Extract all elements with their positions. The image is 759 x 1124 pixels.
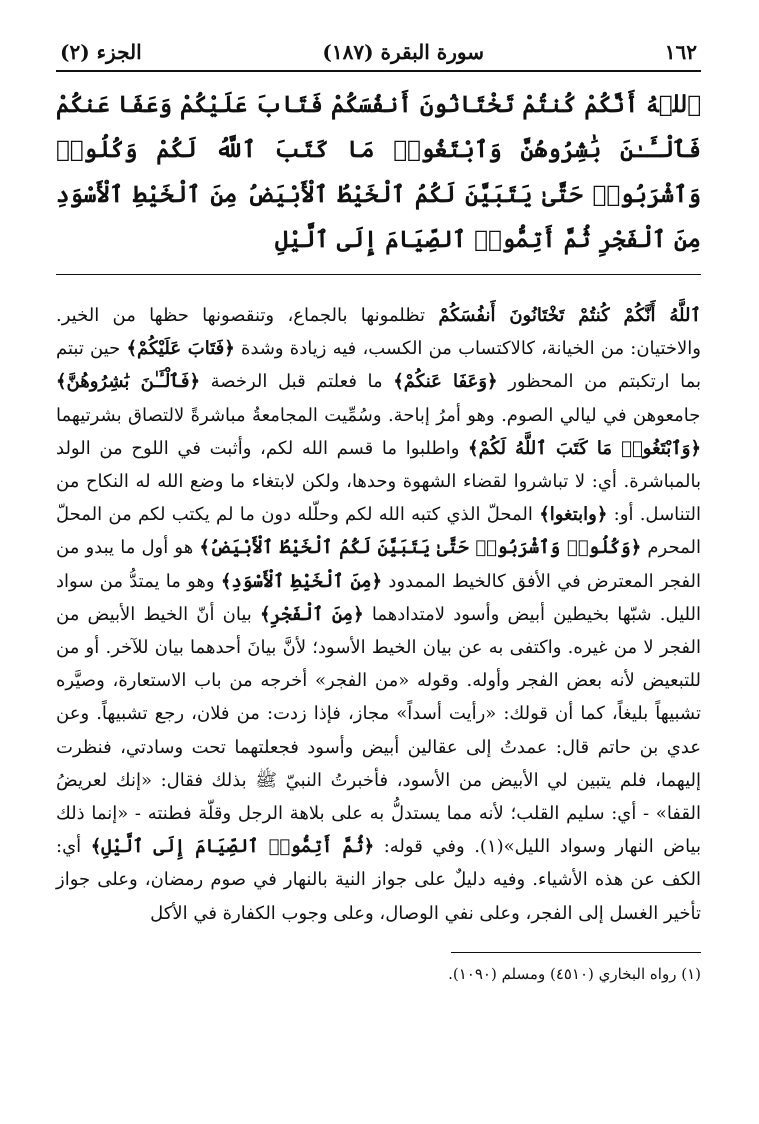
quran-quote: ﴿ثُمَّ أَتِمُّوا۟ ٱلصِّيَامَ إِلَى ٱلَّيْلِ﴾ [90, 836, 375, 858]
commentary-text: واطلبوا ما قسم الله لكم، وأثبت في اللوح من الولد بالمباشرة. أي: لا تباشروا لقضاء الشهوة وحدها، ولكن لابتغاء ما وضع الله له النكاح من التناسل. أو: [56, 437, 701, 526]
quran-quote: ﴿فَتَابَ عَلَيْكُمْ﴾ [126, 338, 235, 360]
verse-divider [56, 274, 701, 275]
quran-quote: ﴿وَعَفَا عَنكُمْ﴾ [393, 371, 498, 393]
quran-quote: ﴿وَٱبْتَغُوا۟ مَا كَتَبَ ٱللَّهُ لَكُمْ﴾ [468, 437, 701, 459]
quran-quote: ﴿وابتغوا﴾ [539, 504, 608, 526]
verse-text: ﭐﻟﻠﱠﻪُ أَنَّكُمْ كُنتُمْ تَخْتَانُونَ أَنفُسَكُمْ فَتَابَ عَلَيْكُمْ وَعَفَا عَنكُمْ فَٱلْـَٔـٰنَ بَٰشِرُوهُنَّ وَٱبْتَغُوا۟ مَا كَتَبَ ٱللَّهُ لَكُمْ وَكُلُوا۟ وَٱشْرَبُوا۟ حَتَّىٰ يَتَبَيَّنَ لَكُمُ ٱلْخَيْطُ ٱلْأَبْيَضُ مِنَ ٱلْخَيْطِ ٱلْأَسْوَدِ مِنَ ٱلْفَجْرِ ثُمَّ أَتِمُّوا۟ ٱلصِّيَامَ إِلَى ٱلَّيْلِ [56, 91, 701, 253]
quran-quote: ﴿فَٱلْـَٔـٰنَ بَٰشِرُوهُنَّ﴾ [56, 371, 201, 393]
commentary-text: وهو ما يمتدُّ من سواد الليل. شبّها بخيطين أبيض وأسود لامتدادهما [56, 570, 701, 625]
quran-quote: ٱللَّهُ أَنَّكُمْ كُنتُمْ تَخْتَانُونَ أَنفُسَكُمْ [438, 305, 702, 326]
quran-quote: ﴿مِنَ ٱلْخَيْطِ ٱلْأَسْوَدِ﴾ [220, 570, 383, 592]
surah-title: سورة البقرة (١٨٧) [322, 40, 485, 64]
quran-quote: ﴿مِنَ ٱلْفَجْرِ﴾ [260, 603, 364, 625]
commentary-text: أي: الكف عن هذه الأشياء. وفيه دليلٌ على جواز النية بالنهار في صوم رمضان، وعلى جواز تأخير الغسل إلى الفجر، وعلى نفي الوصال، وعلى وجوب الكفارة في الأكل [56, 836, 701, 924]
commentary-text: تظلمونها بالجماع، وتنقصونها حظها من الخير. والاختيان: من الخيانة، كالاكتساب من الكسب، فيه زيادة وشدة [56, 305, 701, 360]
commentary-text: المحلّ الذي كتبه الله لكم وحلّله دون ما لم يكتب لكم من المحلّ المحرم [56, 504, 701, 559]
commentary-text: ما فعلتم قبل الرخصة [200, 371, 394, 393]
commentary-text: حين تبتم بما ارتكبتم من المحظور [56, 338, 701, 393]
commentary-text: هو أول ما يبدو من الفجر المعترض في الأفق كالخيط الممدود [56, 537, 701, 592]
page-number: ١٦٢ [664, 40, 697, 64]
footnote: (١) رواه البخاري (٤٥١٠) ومسلم (١٠٩٠). [448, 964, 701, 983]
page-header [56, 40, 701, 72]
commentary-body [56, 287, 701, 930]
juz-label: الجزء (٢) [60, 40, 142, 64]
document-page [56, 40, 701, 985]
quran-quote: ﴿وَكُلُوا۟ وَٱشْرَبُوا۟ حَتَّىٰ يَتَبَيَّنَ لَكُمُ ٱلْخَيْطُ ٱلْأَبْيَضُ﴾ [199, 537, 642, 559]
footnote-divider [451, 952, 701, 953]
commentary-text: بيان أنّ الخيط الأبيض من الفجر لا من غيره. واكتفى به عن بيان الخيط الأسود؛ لأنَّ بيانَ أحدهما بيان للآخر. أو من للتبعيض لأنه بعض الفجر وأوله. وقوله «من الفجر» أخرجه من باب الاستعارة، وصيَّره تشبيهاً بليغاً، كما أن قولك: «رأيت أسداً» مجاز، فإذا زدت: من فلان، رجع تشبيهاً. وعن عدي بن حاتم قال: عمدتُ إلى عقالين أبيض وأسود فجعلتهما تحت وسادتي، فنظرت إليهما، فلم يتبين لي الأبيض من الأسود، فأخبرتُ النبيّ ﷺ بذلك فقال: «إنك لعريضُ القفا» - أي: سليم القلب؛ لأنه مما يستدلُّ به على بلاهة الرجل وقلّة فطنته - «إنما ذلك بياض النهار وسواد الليل»(١). وفي قوله: [56, 603, 701, 858]
commentary-text: جامعوهن في ليالي الصوم. وهو أمرُ إباحة. وسُمِّيت المجامعةُ مباشرةً لالتصاق بشرتيهما [56, 404, 701, 426]
